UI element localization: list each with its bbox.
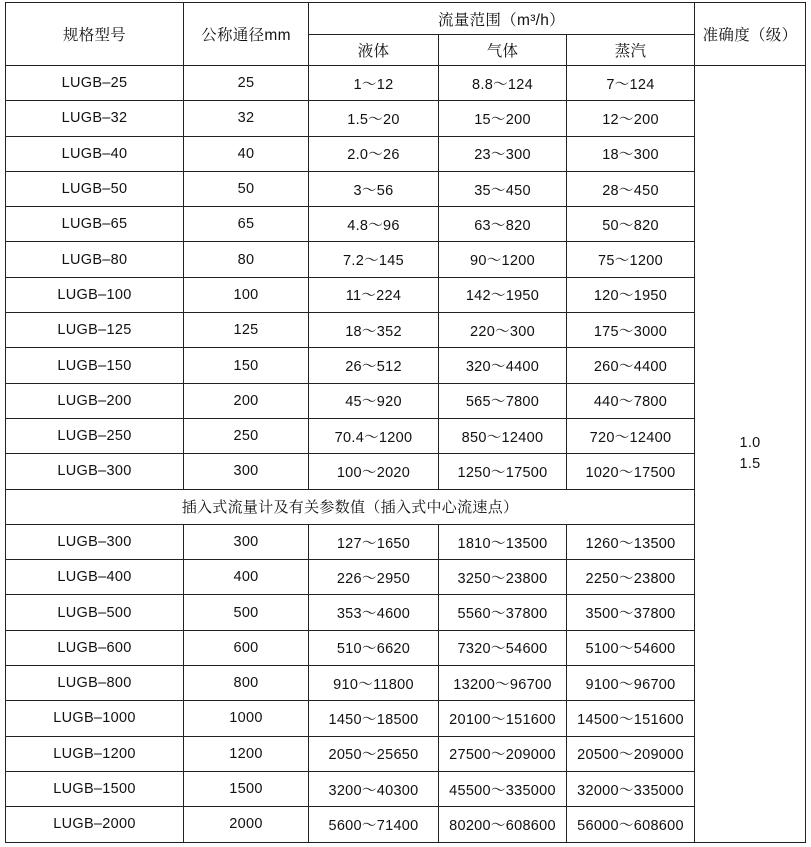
cell-liquid-range: 11～224: [309, 277, 439, 312]
cell-steam-range: 28～450: [567, 171, 695, 206]
cell-nominal-diameter: 65: [184, 207, 309, 242]
cell-model: LUGB–32: [6, 101, 184, 136]
cell-liquid-range: 1450～18500: [309, 701, 439, 736]
cell-steam-range: 9100～96700: [567, 666, 695, 701]
cell-steam-range: 32000～335000: [567, 771, 695, 806]
cell-gas-range: 7320～54600: [439, 630, 567, 665]
cell-steam-range: 175～3000: [567, 313, 695, 348]
cell-liquid-range: 70.4～1200: [309, 418, 439, 453]
table-row: [6, 418, 806, 453]
cell-model: LUGB–800: [6, 666, 184, 701]
cell-steam-range: 18～300: [567, 136, 695, 171]
cell-gas-range: 565～7800: [439, 383, 567, 418]
cell-liquid-range: 5600～71400: [309, 807, 439, 842]
cell-nominal-diameter: 50: [184, 171, 309, 206]
table-row: [6, 277, 806, 312]
cell-gas-range: 320～4400: [439, 348, 567, 383]
cell-liquid-range: 2.0～26: [309, 136, 439, 171]
table-row: [6, 171, 806, 206]
table-row: [6, 242, 806, 277]
cell-nominal-diameter: 150: [184, 348, 309, 383]
cell-gas-range: 13200～96700: [439, 666, 567, 701]
cell-nominal-diameter: 400: [184, 560, 309, 595]
cell-liquid-range: 2050～25650: [309, 736, 439, 771]
cell-gas-range: 20100～151600: [439, 701, 567, 736]
cell-nominal-diameter: 600: [184, 630, 309, 665]
accuracy-value: 1.0: [739, 434, 761, 451]
cell-gas-range: 5560～37800: [439, 595, 567, 630]
table-row: [6, 313, 806, 348]
cell-gas-range: 15～200: [439, 101, 567, 136]
cell-liquid-range: 1～12: [309, 66, 439, 101]
cell-model: LUGB–25: [6, 66, 184, 101]
cell-gas-range: 850～12400: [439, 418, 567, 453]
table-row: [6, 136, 806, 171]
cell-steam-range: 1020～17500: [567, 454, 695, 489]
cell-steam-range: 1260～13500: [567, 524, 695, 559]
cell-nominal-diameter: 100: [184, 277, 309, 312]
header-flow-range: 流量范围（m³/h）: [309, 3, 695, 35]
cell-liquid-range: 100～2020: [309, 454, 439, 489]
cell-model: LUGB–100: [6, 277, 184, 312]
table-row: [6, 454, 806, 489]
section-title-row: [6, 489, 806, 524]
cell-liquid-range: 1.5～20: [309, 101, 439, 136]
cell-gas-range: 142～1950: [439, 277, 567, 312]
table-row: [6, 630, 806, 665]
cell-model: LUGB–50: [6, 171, 184, 206]
cell-steam-range: 440～7800: [567, 383, 695, 418]
cell-liquid-range: 18～352: [309, 313, 439, 348]
cell-model: LUGB–2000: [6, 807, 184, 842]
table-row: [6, 771, 806, 806]
section-title: 插入式流量计及有关参数值（插入式中心流速点）: [6, 489, 695, 524]
cell-gas-range: 27500～209000: [439, 736, 567, 771]
flowmeter-specification-table: [5, 2, 806, 843]
cell-nominal-diameter: 800: [184, 666, 309, 701]
cell-nominal-diameter: 500: [184, 595, 309, 630]
cell-model: LUGB–125: [6, 313, 184, 348]
cell-steam-range: 120～1950: [567, 277, 695, 312]
cell-nominal-diameter: 300: [184, 524, 309, 559]
cell-model: LUGB–80: [6, 242, 184, 277]
cell-nominal-diameter: 80: [184, 242, 309, 277]
header-accuracy: 准确度（级）: [695, 3, 806, 66]
cell-model: LUGB–400: [6, 560, 184, 595]
cell-nominal-diameter: 1200: [184, 736, 309, 771]
cell-liquid-range: 4.8～96: [309, 207, 439, 242]
table-row: [6, 666, 806, 701]
cell-model: LUGB–300: [6, 524, 184, 559]
cell-model: LUGB–1000: [6, 701, 184, 736]
cell-model: LUGB–40: [6, 136, 184, 171]
cell-liquid-range: 510～6620: [309, 630, 439, 665]
header-liquid: 液体: [309, 35, 439, 66]
cell-liquid-range: 226～2950: [309, 560, 439, 595]
cell-model: LUGB–250: [6, 418, 184, 453]
table-row: [6, 383, 806, 418]
cell-nominal-diameter: 40: [184, 136, 309, 171]
table-row: [6, 595, 806, 630]
cell-steam-range: 260～4400: [567, 348, 695, 383]
cell-liquid-range: 26～512: [309, 348, 439, 383]
header-steam: 蒸汽: [567, 35, 695, 66]
cell-steam-range: 7～124: [567, 66, 695, 101]
cell-nominal-diameter: 300: [184, 454, 309, 489]
cell-nominal-diameter: 1500: [184, 771, 309, 806]
cell-nominal-diameter: 250: [184, 418, 309, 453]
cell-steam-range: 2250～23800: [567, 560, 695, 595]
cell-gas-range: 45500～335000: [439, 771, 567, 806]
cell-gas-range: 23～300: [439, 136, 567, 171]
cell-gas-range: 3250～23800: [439, 560, 567, 595]
table-row: [6, 560, 806, 595]
cell-steam-range: 12～200: [567, 101, 695, 136]
table-row: [6, 701, 806, 736]
cell-gas-range: 1810～13500: [439, 524, 567, 559]
cell-gas-range: 220～300: [439, 313, 567, 348]
cell-nominal-diameter: 200: [184, 383, 309, 418]
cell-nominal-diameter: 1000: [184, 701, 309, 736]
cell-liquid-range: 7.2～145: [309, 242, 439, 277]
table-row: [6, 736, 806, 771]
cell-model: LUGB–300: [6, 454, 184, 489]
cell-nominal-diameter: 32: [184, 101, 309, 136]
table-row: [6, 524, 806, 559]
cell-gas-range: 80200～608600: [439, 807, 567, 842]
cell-steam-range: 720～12400: [567, 418, 695, 453]
cell-nominal-diameter: 25: [184, 66, 309, 101]
cell-model: LUGB–1200: [6, 736, 184, 771]
cell-steam-range: 20500～209000: [567, 736, 695, 771]
header-gas: 气体: [439, 35, 567, 66]
table-row: [6, 348, 806, 383]
cell-model: LUGB–600: [6, 630, 184, 665]
cell-gas-range: 63～820: [439, 207, 567, 242]
cell-model: LUGB–1500: [6, 771, 184, 806]
cell-steam-range: 14500～151600: [567, 701, 695, 736]
cell-gas-range: 90～1200: [439, 242, 567, 277]
cell-model: LUGB–500: [6, 595, 184, 630]
cell-gas-range: 35～450: [439, 171, 567, 206]
header-model: 规格型号: [6, 3, 184, 66]
cell-model: LUGB–65: [6, 207, 184, 242]
cell-liquid-range: 910～11800: [309, 666, 439, 701]
cell-gas-range: 8.8～124: [439, 66, 567, 101]
cell-steam-range: 50～820: [567, 207, 695, 242]
table-row: [6, 807, 806, 842]
cell-steam-range: 56000～608600: [567, 807, 695, 842]
cell-accuracy: [695, 66, 806, 843]
table-row: [6, 101, 806, 136]
table-row: [6, 207, 806, 242]
cell-steam-range: 3500～37800: [567, 595, 695, 630]
table-header-row-1: [6, 3, 806, 35]
cell-liquid-range: 3200～40300: [309, 771, 439, 806]
cell-liquid-range: 3～56: [309, 171, 439, 206]
cell-nominal-diameter: 125: [184, 313, 309, 348]
header-nominal-diameter: 公称通径mm: [184, 3, 309, 66]
cell-gas-range: 1250～17500: [439, 454, 567, 489]
cell-steam-range: 75～1200: [567, 242, 695, 277]
table-row: [6, 66, 806, 101]
cell-nominal-diameter: 2000: [184, 807, 309, 842]
cell-liquid-range: 353～4600: [309, 595, 439, 630]
accuracy-value: 1.5: [739, 455, 761, 472]
cell-model: LUGB–200: [6, 383, 184, 418]
cell-steam-range: 5100～54600: [567, 630, 695, 665]
cell-liquid-range: 45～920: [309, 383, 439, 418]
cell-model: LUGB–150: [6, 348, 184, 383]
cell-liquid-range: 127～1650: [309, 524, 439, 559]
